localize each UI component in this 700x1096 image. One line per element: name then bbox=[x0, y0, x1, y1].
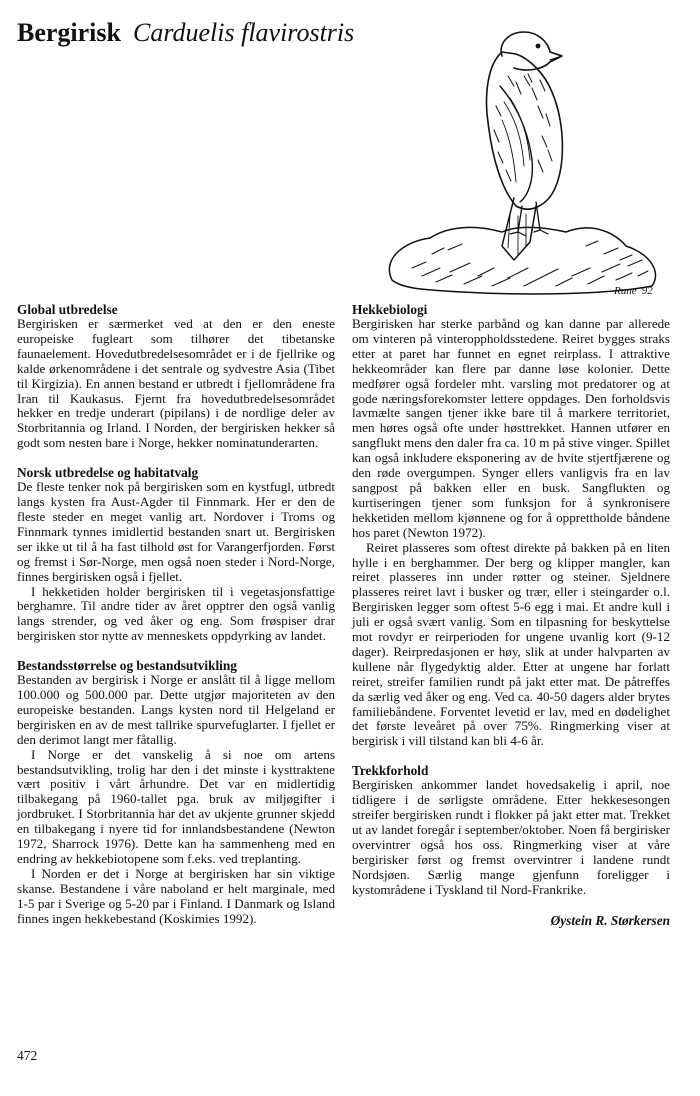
section-migration bbox=[352, 763, 670, 897]
section-global-distribution bbox=[17, 302, 335, 451]
left-column bbox=[17, 302, 335, 941]
rock-outline bbox=[389, 227, 655, 294]
paragraph: I Norge er det vanskelig å si noe om artens bestandsutvikling, trolig har den i det minste i kysttraktene vært positiv i vårt århundre. Det var en midlertidig tilbakegang på 1960-tallet pga. bruk av miljøgifter i jordbruket. I Storbritannia har det av ukjente grunner skjedd en tilbakegang i nyere tid for innlandsbestandene (Newton 1972, Sharrock 1976). Dette kan ha sammenheng med en endring av hekkebiotopene som f.eks. ved treplanting. bbox=[17, 746, 335, 866]
paragraph: Reiret plasseres som oftest direkte på bakken på en liten hylle i en berghammer. Der berg og klipper mangler, kan reiret plasseres inn under røtter og steiner. Sjeldnere plasseres reiret lavt i busker og trær, eller i steingarder o.l. Bergirisken legger som oftest 5-6 egg i mai. Et andre kull i juli er også svært vanlig. Som en tilpasning for beskyttelse mot rovdyr er reirperioden for ungene uvanlig kort (9-12 dager). Reirpredasjonen er høy, slik at under halvparten av kullene når flygedyktig alder. Etter at ungene har forlatt reiret, streifer familien rundt på jakt etter mat. De påtreffes da særlig ved åker og eng. Ved ca. 40-50 dagers alder brytes familiebåndene. Forventet levetid er lav, med en dødelighet det første leveåret på over 75%. Ringmerking viser at bergirisk i vill tilstand kan bli 4-6 år. bbox=[352, 539, 670, 749]
paragraph: I hekketiden holder bergirisken til i vegetasjonsfattige berghamre. Til andre tider av året opptrer den også vanlig langs strender, og ved åker og eng. Som frøspiser drar bergirisken stor nytte av menneskets oppdyrking av landet. bbox=[17, 583, 335, 644]
page-title bbox=[17, 18, 354, 48]
section-population bbox=[17, 658, 335, 926]
paragraph: Bestanden av bergirisk i Norge er anslått til å ligge mellom 100.000 og 500.000 par. Dette utgjør majoriteten av den europeiske bestanden. Langs kysten nord til Helgeland er bergirisken en av de mest tallrike spurvefuglarter. I fjellet er den derimot langt mer fåtallig. bbox=[17, 672, 335, 747]
section-heading: Norsk utbredelse og habitatvalg bbox=[17, 465, 199, 481]
paragraph: Bergirisken ankommer landet hovedsakelig i april, noe tidligere i de sørligste områdene. Etter hekkesesongen streifer bergirisken rundt i flokker på jakt etter mat. Trekket ut av landet foregår i september/oktober. Noen få bergirisker overvintrer også hos oss. Ringmerking viser at våre bergirisker først og fremst overvintrer i landene rundt Nordsjøen. Særlig mange gjenfunn foreligger i kystområdene i Tyskland til Nord-Frankrike. bbox=[352, 777, 670, 897]
species-latin-name: Carduelis flavirostris bbox=[133, 18, 355, 47]
paragraph: Bergirisken har sterke parbånd og kan danne par allerede om vinteren på vinteroppholdsstedene. Reiret bygges straks etter at paret har funnet en egnet reirplass. I attraktive hekkeområder kan flere par danne løse kolonier. Dette medfører også fordeler mht. varsling mot predatorer og at gode næringsforekomster lettere oppdages. Den forholdsvis lavmælte sangen tjener ikke bare til å markere territoriet, men høres også ofte under høsttrekket. Hannen utfører en sangflukt mens den daler fra ca. 10 m på stive vinger. Spillet kan også inkludere eksponering av de hvite stjertfjærene og den røde overgumpen. Synger ellers vanligvis fra en lav sangpost på bakken eller en busk. Sangflukten og kurtiseringen tjener som funksjon for å synkronisere hekketiden mellom kjønnene og for å opprettholde båndene hos paret (Newton 1972). bbox=[352, 316, 670, 540]
page-number: 472 bbox=[17, 1048, 38, 1063]
section-breeding-biology bbox=[352, 302, 670, 749]
right-column bbox=[352, 302, 670, 928]
species-common-name: Bergirisk bbox=[17, 18, 121, 47]
paragraph: Bergirisken er særmerket ved at den er den eneste europeiske fugleart som tilhører det tibetanske faunaelement. Hovedutbredelsesområdet er i de fjellrike og kalde ørkenområdene i det sentrale og sydvestre Asia (Tibet til Kirgizia). En annen bestand er utbredt i fjellområdene fra Iran til Kaukasus. Fjernt fra hovedutbredelsesområdet hekker en tredje underart (pipilans) i de nordlige deler av Storbritannia og Irland. I Norden, der bergirisken hekker så godt som nesten bare i Norge, hekker nominatunderarten. bbox=[17, 316, 335, 451]
illustrator-signature: Rune '92 bbox=[614, 285, 653, 297]
twite-bird-illustration bbox=[352, 10, 682, 302]
section-heading: Trekkforhold bbox=[352, 763, 429, 779]
author-name: Øystein R. Størkersen bbox=[550, 912, 670, 928]
paragraph: De fleste tenker nok på bergirisken som en kystfugl, utbredt langs kysten fra Aust-Agder til Finnmark. Her er den de fleste steder en meget vanlig art. Nordover i Troms og Finnmark tynnes imidlertid bestanden snart ut. Bergirisken ser ikke ut til å ha fast tilhold øst for Varangerfjorden. Først og fremst i Sør-Norge, men også noen steder i Nord-Norge, finnes bergirisken også i fjellet. bbox=[17, 479, 335, 584]
section-norwegian-distribution bbox=[17, 465, 335, 644]
section-heading: Bestandsstørrelse og bestandsutvikling bbox=[17, 658, 237, 674]
paragraph: I Norden er det i Norge at bergirisken har sin viktige skanse. Bestandene i våre naboland er helt marginale, med 1-5 par i Sverige og 5-20 par i Finland. I Danmark og Island finnes ingen hekkebestand (Koskimies 1992). bbox=[17, 865, 335, 926]
section-heading: Hekkebiologi bbox=[352, 302, 428, 317]
section-heading: Global utbredelse bbox=[17, 302, 118, 317]
